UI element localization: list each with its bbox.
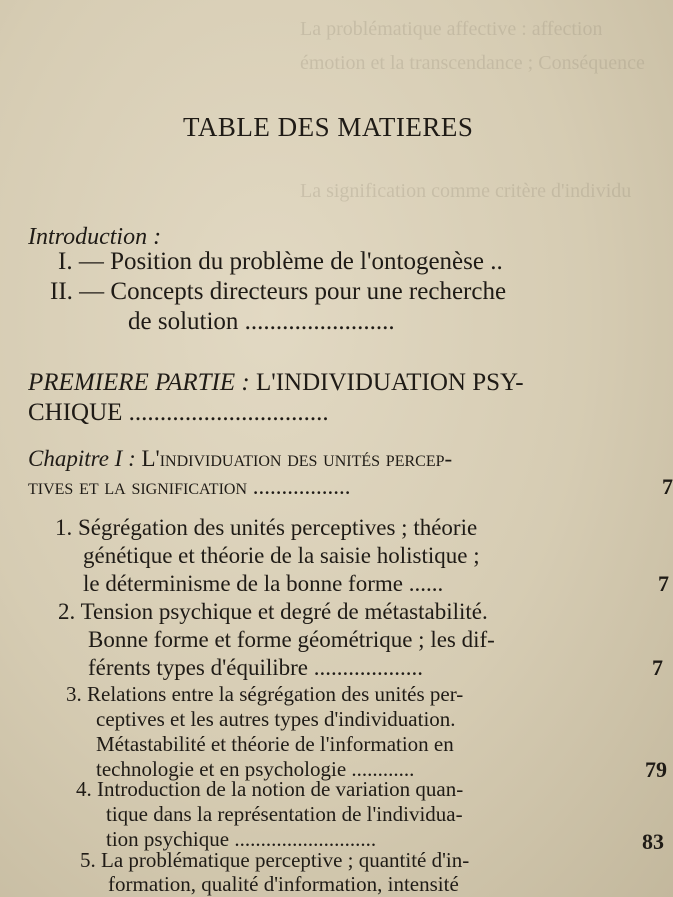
toc-item-3-line-3: Métastabilité et théorie de l'information en	[96, 732, 454, 756]
toc-item-2-line-3: férents types d'équilibre ...................	[88, 655, 424, 680]
toc-item-3-page: 79	[645, 757, 667, 782]
chapter-1-heading	[28, 446, 452, 472]
bleed-through-line-2: émotion et la transcendance ; Conséquence	[300, 52, 645, 74]
intro-item-2: II. — Concepts directeurs pour une recherche	[50, 278, 507, 305]
part-1-label: PREMIERE PARTIE :	[28, 369, 250, 396]
toc-item-3-line-4: technologie et en psychologie ............	[96, 757, 415, 781]
toc-item-1-line-3: le déterminisme de la bonne forme ......	[83, 571, 444, 596]
toc-item-4-line-1: 4. Introduction de la notion de variation quan-	[76, 777, 464, 801]
toc-item-3-line-1: 3. Relations entre la ségrégation des unités per-	[66, 682, 464, 706]
toc-item-4-line-2: tique dans la représentation de l'individua-	[106, 802, 463, 826]
intro-item-2-cont: de solution ........................	[128, 308, 395, 335]
toc-item-4-page: 83	[642, 829, 664, 854]
page-title: TABLE DES MATIERES	[183, 112, 474, 142]
toc-item-1-line-1: 1. Ségrégation des unités perceptives ; théorie	[55, 515, 478, 540]
toc-item-5-line-1: 5. La problématique perceptive ; quantité d'in-	[80, 848, 470, 872]
part-1-heading	[28, 369, 524, 397]
toc-item-4-line-3: tion psychique ...........................	[106, 827, 377, 851]
bleed-through-line-1: La problématique affective : affection	[300, 18, 603, 40]
chapter-1-title: L'individuation des unités percep-	[141, 446, 453, 471]
toc-item-3-line-2: ceptives et les autres types d'individuation.	[96, 707, 456, 731]
intro-item-1: I. — Position du problème de l'ontogenèse ..	[58, 248, 503, 275]
toc-item-1-page: 7	[658, 571, 669, 596]
chapter-1-heading-cont: tives et la signification .................	[28, 474, 351, 499]
bleed-through-line-3: La signification comme critère d'individu	[300, 180, 632, 202]
part-1-heading-cont: CHIQUE ................................	[28, 399, 329, 426]
toc-item-2-line-1: 2. Tension psychique et degré de métastabilité.	[58, 599, 488, 624]
intro-label: Introduction :	[28, 224, 162, 250]
toc-item-2-line-2: Bonne forme et forme géométrique ; les dif-	[88, 627, 495, 652]
toc-item-1-line-2: génétique et théorie de la saisie holistique ;	[83, 543, 480, 568]
part-1-title: L'INDIVIDUATION PSY-	[255, 369, 524, 396]
toc-item-5-line-2: formation, qualité d'information, intensité	[108, 872, 459, 896]
chapter-1-page: 7	[662, 474, 673, 499]
toc-item-2-page: 7	[652, 655, 663, 680]
chapter-1-label: Chapitre I :	[28, 446, 136, 471]
